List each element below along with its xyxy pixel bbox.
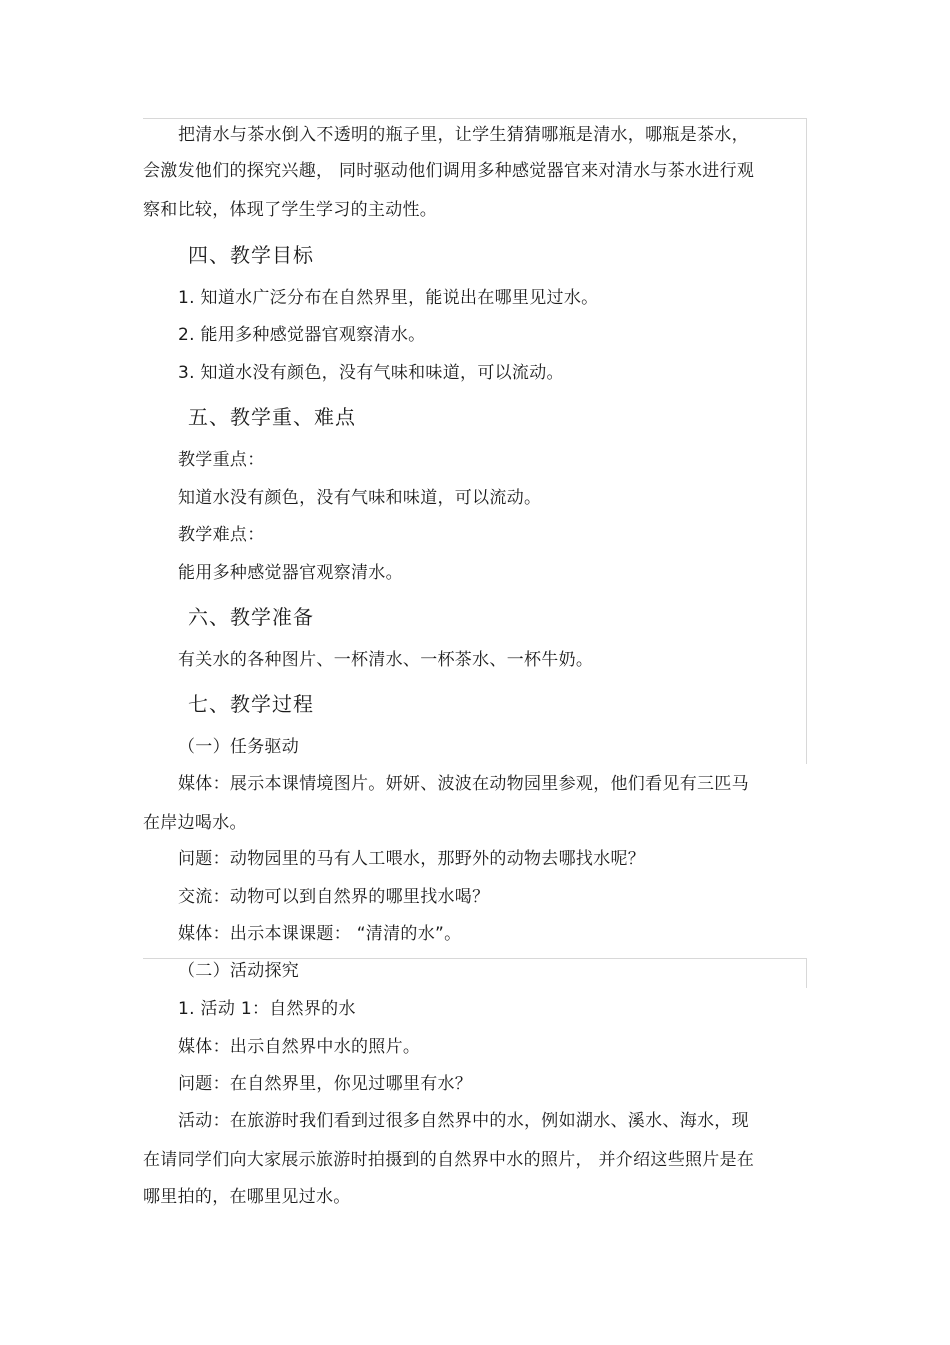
key-point-text: 知道水没有颜色，没有气味和味道，可以流动。	[178, 488, 542, 508]
difficult-point-text: 能用多种感觉器官观察清水。	[178, 563, 403, 583]
part2-question: 问题：在自然界里，你见过哪里有水？	[178, 1074, 473, 1094]
part1-title: （一）任务驱动	[178, 737, 300, 757]
goal-item-1: 1. 知道水广泛分布在自然界里，能说出在哪里见过水。	[178, 288, 599, 308]
section7-heading: 七、教学过程	[188, 692, 314, 716]
part2-title: （二）活动探究	[178, 961, 300, 981]
difficult-point-label: 教学难点：	[178, 525, 265, 545]
key-point-label: 教学重点：	[178, 450, 265, 470]
frame-right-line	[806, 118, 807, 764]
intro-line-3: 察和比较，体现了学生学习的主动性。	[143, 200, 438, 220]
part2-activity-line3: 哪里拍的，在哪里见过水。	[143, 1187, 351, 1207]
intro-line-1: 把清水与茶水倒入不透明的瓶子里，让学生猜猜哪瓶是清水，哪瓶是茶水，	[178, 125, 749, 145]
part1-question: 问题：动物园里的马有人工喂水，那野外的动物去哪找水呢？	[178, 849, 646, 869]
part2-activity-line1: 活动：在旅游时我们看到过很多自然界中的水，例如湖水、溪水、海水，现	[178, 1111, 749, 1131]
part1-media1-line1: 媒体：展示本课情境图片。妍妍、波波在动物园里参观，他们看见有三匹马	[178, 774, 749, 794]
intro-line-2: 会激发他们的探究兴趣， 同时驱动他们调用多种感觉器官来对清水与茶水进行观	[143, 161, 755, 181]
goal-item-2: 2. 能用多种感觉器官观察清水。	[178, 325, 426, 345]
part1-media1-line2: 在岸边喝水。	[143, 813, 247, 833]
part2-activity1: 1. 活动 1：自然界的水	[178, 999, 356, 1019]
part2-media: 媒体：出示自然界中水的照片。	[178, 1037, 421, 1057]
frame-top-line	[143, 118, 807, 119]
preparation-text: 有关水的各种图片、一杯清水、一杯茶水、一杯牛奶。	[178, 650, 594, 670]
section5-heading: 五、教学重、难点	[188, 405, 356, 429]
part1-exchange: 交流：动物可以到自然界的哪里找水喝？	[178, 887, 490, 907]
goal-item-3: 3. 知道水没有颜色，没有气味和味道，可以流动。	[178, 363, 564, 383]
frame-top-line-2	[143, 958, 807, 959]
section6-heading: 六、教学准备	[188, 605, 314, 629]
part2-activity-line2: 在请同学们向大家展示旅游时拍摄到的自然界中水的照片， 并介绍这些照片是在	[143, 1150, 755, 1170]
section4-heading: 四、教学目标	[188, 243, 314, 267]
frame-right-line-2	[806, 958, 807, 988]
part1-media2: 媒体：出示本课课题： “清清的水”。	[178, 924, 462, 944]
